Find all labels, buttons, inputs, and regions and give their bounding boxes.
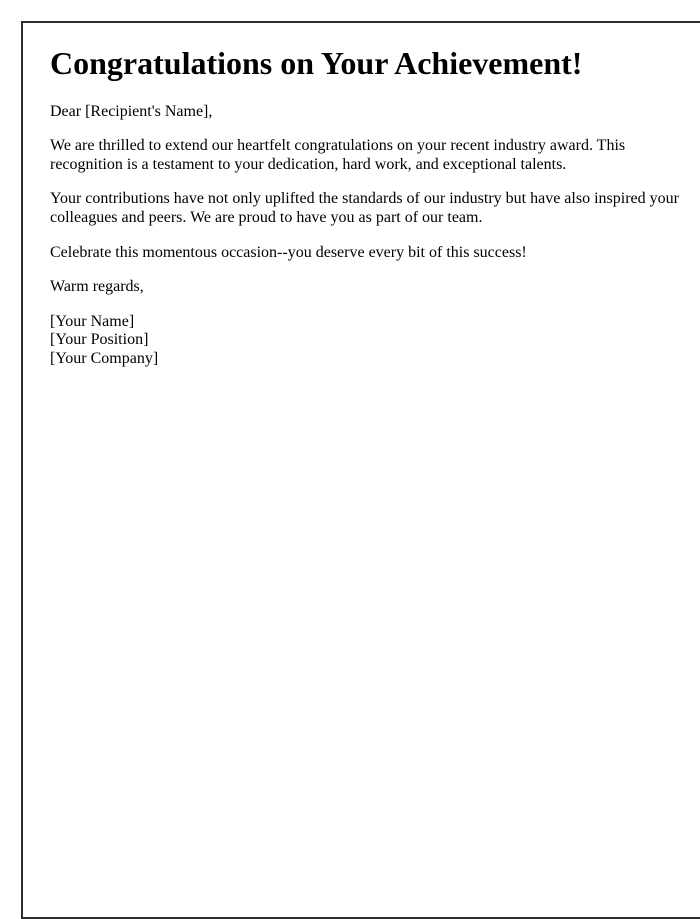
signature-name-placeholder: [Your Name]: [50, 312, 135, 330]
letter-page: [21, 21, 700, 919]
salutation: Dear [Recipient's Name],: [50, 102, 213, 120]
signature-company-placeholder: [Your Company]: [50, 349, 159, 367]
signature-position-placeholder: [Your Position]: [50, 331, 149, 349]
paragraph-contributions: Your contributions have not only uplifted the standards of our industry but have also inspired your colleagues and peers. We are proud to have you as part of our team.: [50, 190, 679, 226]
closing: Warm regards,: [50, 278, 144, 296]
paragraph-celebrate: Celebrate this momentous occasion--you deserve every bit of this success!: [50, 243, 527, 261]
letter-body: [50, 103, 686, 368]
signature-block: [50, 313, 686, 369]
paragraph-award: We are thrilled to extend our heartfelt congratulations on your recent industry award. This recognition is a testament to your dedication, hard work, and exceptional talents.: [50, 137, 626, 173]
letter-title: Congratulations on Your Achievement!: [50, 45, 583, 81]
